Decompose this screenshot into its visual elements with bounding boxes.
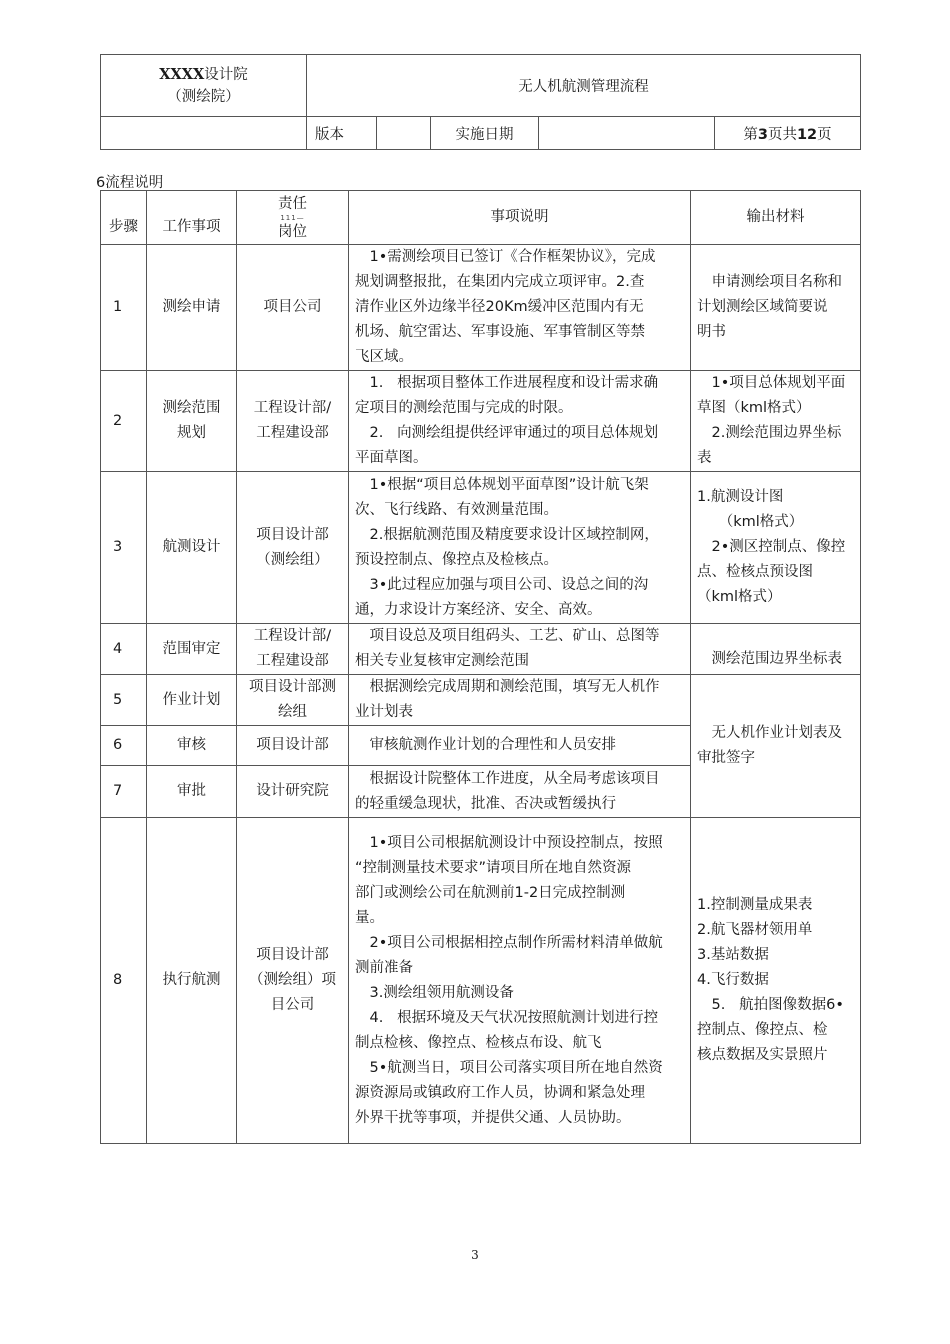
step-cell: 6 xyxy=(101,726,147,766)
responsibility-cell: 项目设计部测 绘组 xyxy=(237,675,349,726)
description-cell: 1. 根据项目整体工作进展程度和设计需求确 定项目的测绘范围与完成的时限。 2. 向测绘组提供经评审通过的项目总体规划 平面草图。 xyxy=(349,371,691,472)
organization-cell xyxy=(101,55,307,117)
description-cell: 项目设总及项目组码头、工艺、矿山、总图等 相关专业复核审定测绘范围 xyxy=(349,624,691,675)
header-step: 步骤 xyxy=(101,191,147,245)
section-title: 6流程说明 xyxy=(96,175,164,191)
header-description: 事项说明 xyxy=(349,191,691,245)
output-cell: 申请测绘项目名称和 计划测绘区域简要说 明书 xyxy=(691,245,861,371)
output-cell: 1.航测设计图 （kml格式） 2•测区控制点、像控 点、检核点预设图 （kml格式） xyxy=(691,472,861,624)
step-cell: 5 xyxy=(101,675,147,726)
description-cell: 1•项目公司根据航测设计中预设控制点，按照 “控制测量技术要求”请项目所在地自然资源 部门或测绘公司在航测前1-2日完成控制测 量。 2•项目公司根据相控点制作所需材料清单做航 测前准备 3.测绘组领用航测设备 4. 根据环境及天气状况按照航测计划进行控 制点检核、像控点、检核点布设、航飞 5•航测当日，项目公司落实项目所在地自然资 源资源局或镇政府工作人员，协调和紧急处理 外界干扰等事项，并提供父通、人员协助。 xyxy=(349,818,691,1144)
process-table xyxy=(100,190,861,1144)
document-title: 无人机航测管理流程 xyxy=(307,55,861,117)
header-output: 输出材料 xyxy=(691,191,861,245)
org-name-bold: XXXX xyxy=(159,65,205,83)
responsibility-cell: 项目设计部 xyxy=(237,726,349,766)
description-cell: 1•需测绘项目已签订《合作框架协议》，完成 规划调整报批，在集团内完成立项评审。2.查 清作业区外边缘半径20Km缓冲区范围内有无 机场、航空雷达、军事设施、军事管制区等禁 飞区域。 xyxy=(349,245,691,371)
version-value xyxy=(377,117,431,150)
step-cell: 7 xyxy=(101,766,147,818)
step-cell: 1 xyxy=(101,245,147,371)
responsibility-cell: 项目设计部 （测绘组） xyxy=(237,472,349,624)
step-cell: 3 xyxy=(101,472,147,624)
responsibility-cell: 设计研究院 xyxy=(237,766,349,818)
responsibility-cell: 工程设计部/ 工程建设部 xyxy=(237,624,349,675)
output-cell: 1.控制测量成果表 2.航飞器材领用单 3.基站数据 4.飞行数据 5. 航拍图像数据6• 控制点、像控点、检 核点数据及实景照片 xyxy=(691,818,861,1144)
page-info: 第3页共12页 xyxy=(715,117,861,150)
description-cell: 1•根据“项目总体规划平面草图”设计航飞架 次、飞行线路、有效测量范围。 2.根据航测范围及精度要求设计区域控制网， 预设控制点、像控点及检核点。 3•此过程应加强与项目公司、设总之间的沟 通，力求设计方案经济、安全、高效。 xyxy=(349,472,691,624)
step-cell: 4 xyxy=(101,624,147,675)
header-table xyxy=(100,54,861,150)
output-cell: 无人机作业计划表及 审批签字 xyxy=(691,675,861,818)
description-cell: 根据设计院整体工作进度，从全局考虑该项目 的轻重缓急现状，批准、否决或暂缓执行 xyxy=(349,766,691,818)
version-label: 版本 xyxy=(307,117,377,150)
table-row xyxy=(101,371,861,472)
header-task: 工作事项 xyxy=(147,191,237,245)
impl-date-label: 实施日期 xyxy=(431,117,539,150)
task-cell: 审批 xyxy=(147,766,237,818)
task-cell: 测绘范围 规划 xyxy=(147,371,237,472)
description-cell: 审核航测作业计划的合理性和人员安排 xyxy=(349,726,691,766)
page-total: 12 xyxy=(796,126,818,143)
step-cell: 2 xyxy=(101,371,147,472)
task-cell: 审核 xyxy=(147,726,237,766)
output-cell: 1•项目总体规划平面 草图（kml格式） 2.测绘范围边界坐标 表 xyxy=(691,371,861,472)
step-cell: 8 xyxy=(101,818,147,1144)
responsibility-cell: 项目设计部 （测绘组）项 目公司 xyxy=(237,818,349,1144)
responsibility-cell: 项目公司 xyxy=(237,245,349,371)
page-number: 3 xyxy=(471,1248,479,1262)
table-row xyxy=(101,818,861,1144)
responsibility-cell: 工程设计部/ 工程建设部 xyxy=(237,371,349,472)
table-row xyxy=(101,245,861,371)
task-cell: 航测设计 xyxy=(147,472,237,624)
page-current: 3 xyxy=(757,126,768,143)
task-cell: 范围审定 xyxy=(147,624,237,675)
table-header-row xyxy=(101,191,861,245)
description-cell: 根据测绘完成周期和测绘范围，填写无人机作 业计划表 xyxy=(349,675,691,726)
table-row xyxy=(101,472,861,624)
impl-date-value xyxy=(539,117,715,150)
table-row xyxy=(101,675,861,726)
org-name-rest: 设计院 xyxy=(204,66,248,83)
task-cell: 执行航测 xyxy=(147,818,237,1144)
org-subtitle: （测绘院） xyxy=(167,88,240,105)
header-blank-cell xyxy=(101,117,307,150)
header-responsibility: 责任 111— 岗位 xyxy=(237,191,349,245)
task-cell: 作业计划 xyxy=(147,675,237,726)
task-cell: 测绘申请 xyxy=(147,245,237,371)
output-cell: 测绘范围边界坐标表 xyxy=(691,624,861,675)
table-row xyxy=(101,624,861,675)
